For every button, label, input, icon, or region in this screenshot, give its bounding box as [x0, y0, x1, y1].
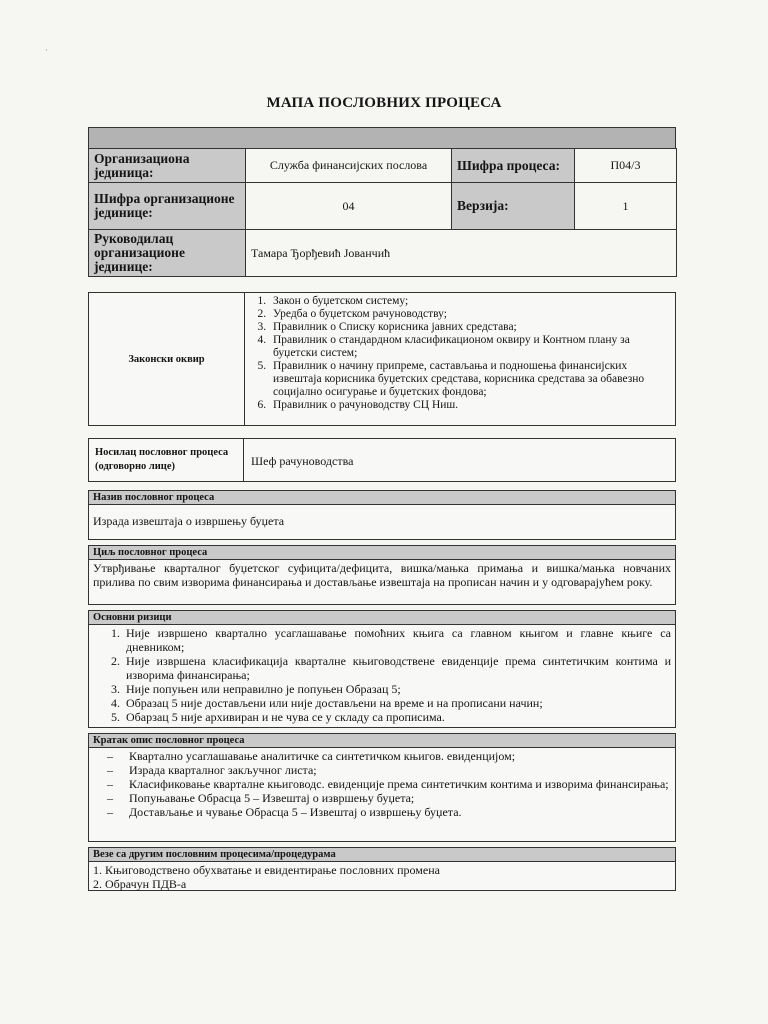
page-title: МАПА ПОСЛОВНИХ ПРОЦЕСА	[266, 95, 502, 111]
list-item: 1. Закон о буџетском систему;	[269, 295, 669, 308]
list-item: 1. Књиговодствено обухватање и евидентирање пословних промена	[93, 863, 440, 877]
header-bar	[88, 127, 676, 149]
legal-framework	[88, 292, 676, 426]
summary-list	[88, 747, 676, 842]
list-item: 2. Обрачун ПДВ-а	[93, 877, 187, 891]
list-item: – Класификовање кварталне књиговодс. евиденције према синтетичким контима и изворима финансирања;	[93, 777, 671, 791]
list-item: 5. Правилник о начину припреме, састављања и подношења финансијских извештаја корисника буџетских средстава, корисника средстава за обавезно социјално осигурање и буџетских фондова;	[269, 360, 669, 399]
process-owner	[88, 438, 676, 482]
legal-framework-label: Законски оквир	[89, 293, 245, 425]
list-item: 5. Обарзац 5 није архивиран и не чува се у складу са прописима.	[123, 710, 671, 724]
list-item: 2. Није извршена класификација кварталне књиговодствене евиденције према синтетичким контима и изворима финансирања;	[123, 654, 671, 682]
list-item: 6. Правилник о рачуноводству СЦ Ниш.	[269, 399, 669, 412]
manager-value: Тамара Ђорђевић Јованчић	[246, 230, 677, 277]
scan-mark: ·	[45, 46, 48, 55]
list-item: 3. Није попуњен или неправилно је попуњен Образац 5;	[123, 682, 671, 696]
list-item: 3. Правилник о Списку корисника јавних средстава;	[269, 321, 669, 334]
process-code-value: П04/3	[575, 149, 677, 183]
manager-label: Руководилац организационе јединице:	[89, 230, 246, 277]
links-label: Везе са другим пословним процесима/процедурама	[88, 847, 676, 861]
version-label: Верзија:	[452, 183, 575, 230]
list-item: 4. Образац 5 није достављени или није достављени на време и на прописани начин;	[123, 696, 671, 710]
process-owner-value: Шеф рачуноводства	[251, 454, 354, 468]
summary-label: Кратак опис пословног процеса	[88, 733, 676, 747]
process-code-label: Шифра процеса:	[452, 149, 575, 183]
version-value: 1	[575, 183, 677, 230]
process-name-value: Израда извештаја о извршењу буџета	[88, 504, 676, 540]
links-list	[88, 861, 676, 891]
header-table	[88, 148, 677, 277]
legal-framework-list	[249, 295, 669, 412]
risks-list	[88, 624, 676, 728]
process-goal-value: Утврђивање кварталног буџетског суфицита/дефицита, вишка/мањка примања и вишка/мањка новчаних прилива по свим изворима финансирања и достављање извештаја на прописан начин и у одговарајућем року.	[88, 559, 676, 605]
risks-label: Основни ризици	[88, 610, 676, 624]
list-item: – Попуњавање Обрасца 5 – Извештај о извршењу буџета;	[93, 791, 671, 805]
org-code-label: Шифра организационе јединице:	[89, 183, 246, 230]
process-name-label: Назив пословног процеса	[88, 490, 676, 504]
list-item: 4. Правилник о стандардном класификационом оквиру и Контном плану за буџетски систем;	[269, 334, 669, 360]
list-item: – Израда кварталног закључног листа;	[93, 763, 671, 777]
process-goal-label: Циљ пословног процеса	[88, 545, 676, 559]
process-owner-label: Носилац пословног процеса (одговорно лице)	[89, 439, 244, 481]
org-code-value: 04	[246, 183, 452, 230]
list-item: 1. Није извршено квартално усаглашавање помоћних књига са главном књигом и главне књиге са дневником;	[123, 626, 671, 654]
org-unit-label: Организациона јединица:	[89, 149, 246, 183]
list-item: 2. Уредба о буџетском рачуноводству;	[269, 308, 669, 321]
org-unit-value: Служба финансијских послова	[246, 149, 452, 183]
list-item: – Квартално усаглашавање аналитичке са синтетичком књигов. евиденцијом;	[93, 749, 671, 763]
list-item: – Достављање и чување Обрасца 5 – Извештај о извршењу буџета.	[93, 805, 671, 819]
